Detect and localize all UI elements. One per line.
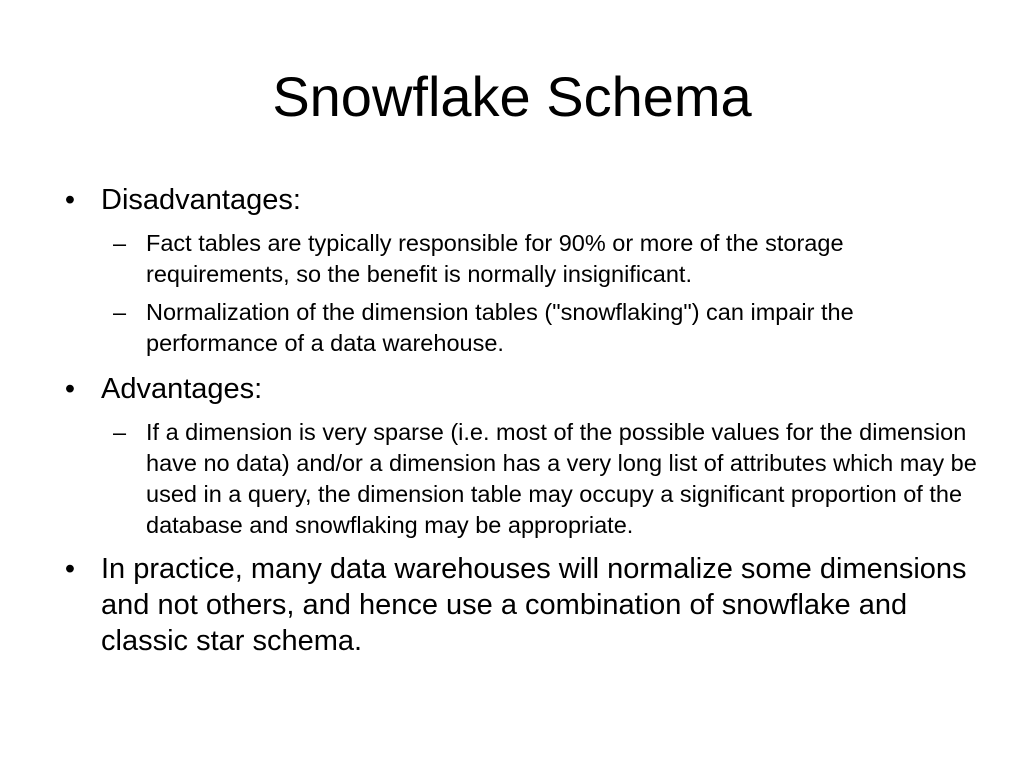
sub-bullet-text: If a dimension is very sparse (i.e. most of the possible values for the dimension have no data) and/or a dimension has a very long list of attributes which may be used in a query, the dimension table may occupy a significant proportion of the database and snowflaking may be appropriate. — [146, 419, 977, 538]
bullet-item-advantages — [58, 371, 978, 407]
dash-icon: – — [113, 299, 127, 325]
bullet-icon: • — [64, 184, 76, 216]
sub-bullet-item — [58, 297, 978, 359]
bullet-text: Advantages: — [101, 373, 263, 405]
dash-icon: – — [113, 230, 127, 256]
bullet-text: Disadvantages: — [101, 184, 301, 216]
sub-bullet-item — [58, 228, 978, 290]
bullet-item-disadvantages — [58, 182, 978, 218]
bullet-icon: • — [64, 373, 76, 405]
dash-icon: – — [113, 419, 127, 445]
bullet-icon: • — [64, 553, 76, 585]
slide-title: Snowflake Schema — [272, 65, 752, 128]
sub-bullet-text: Fact tables are typically responsible for 90% or more of the storage requirements, so the benefit is normally insignificant. — [146, 230, 844, 287]
bullet-item-in-practice — [58, 551, 978, 659]
sub-bullet-text: Normalization of the dimension tables ("snowflaking") can impair the performance of a data warehouse. — [146, 299, 854, 356]
bullet-text: In practice, many data warehouses will normalize some dimensions and not others, and hence use a combination of snowflake and classic star schema. — [101, 553, 967, 657]
sub-bullet-item — [58, 417, 978, 541]
slide-body — [58, 182, 978, 659]
